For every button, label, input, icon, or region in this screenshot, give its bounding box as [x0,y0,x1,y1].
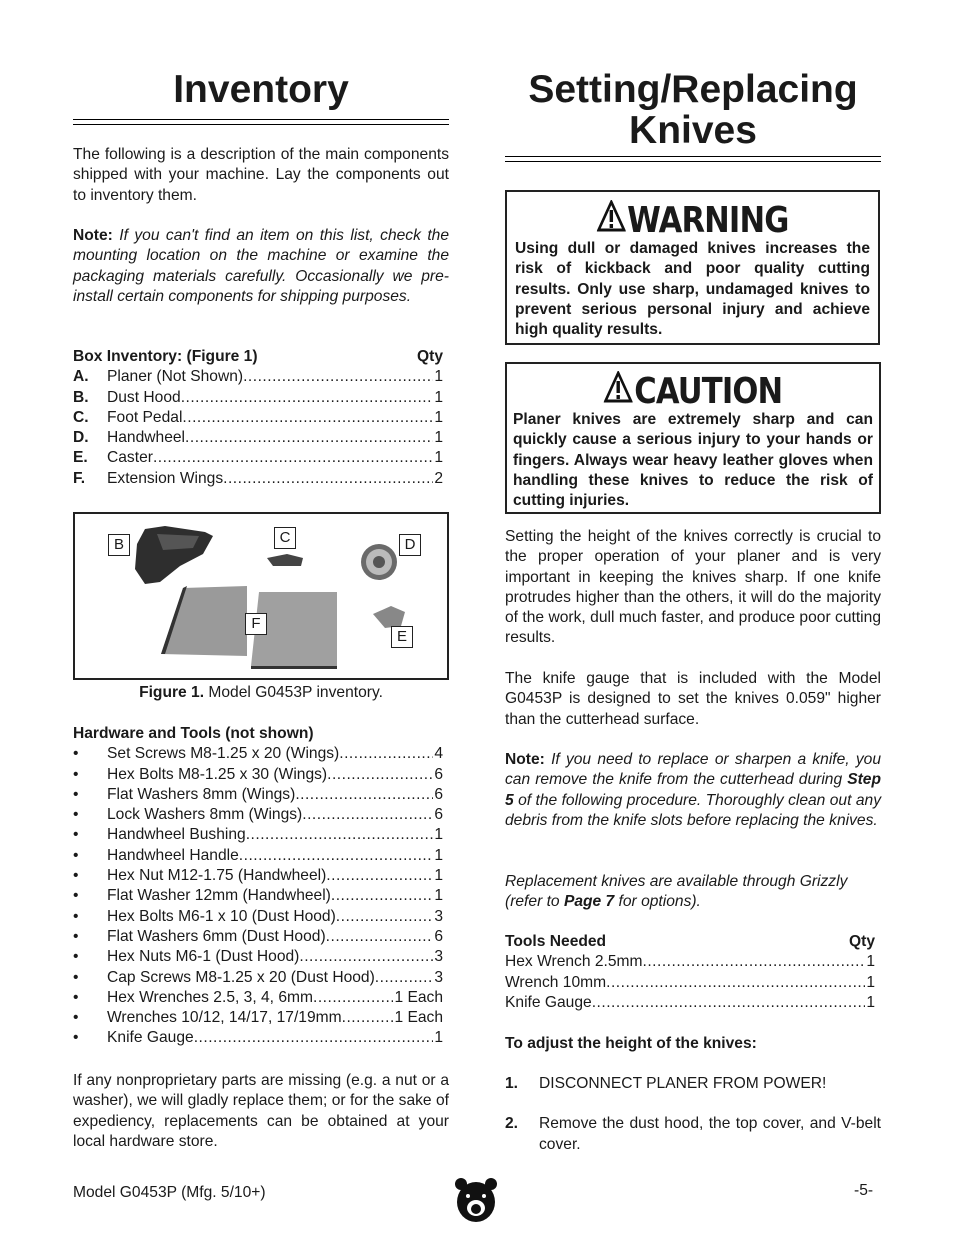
box-item-key: F. [73,469,86,487]
hardware-header [73,724,443,744]
hardware-item-label: Hex Wrenches 2.5, 3, 4, 6mm [107,988,313,1006]
hardware-item-label: Hex Bolts M6-1 x 10 (Dust Hood) [107,907,336,925]
warning-box [505,190,880,345]
title-rule [73,119,449,125]
hardware-item-qty: 6 [434,927,443,945]
inventory-photo [75,514,447,678]
hardware-item [73,968,443,988]
tool-item-qty: 1 [866,953,875,971]
box-item-leader [181,388,434,408]
grizzly-bear-icon [453,1176,499,1224]
hardware-item-key: • [73,785,79,803]
step-number: 2. [505,1115,519,1133]
hardware-item-leader [302,805,433,825]
box-item [73,367,443,387]
inventory-note [73,226,449,307]
procedure-steps [505,1074,881,1175]
caution-box [505,362,881,514]
box-item-qty: 1 [434,388,443,406]
hardware-item-leader [194,1028,434,1048]
hardware-item-key: • [73,988,79,1006]
hardware-item-qty: 6 [434,765,443,783]
tools-qty-header: Qty [849,933,875,950]
hardware-item-label: Flat Washers 6mm (Dust Hood) [107,927,326,945]
qty-header: Qty [417,348,443,365]
tools-title: Tools Needed [505,933,607,950]
hardware-item-key: • [73,1029,79,1047]
box-item-label: Extension Wings [107,469,224,487]
hardware-item-key: • [73,846,79,864]
hardware-item-qty: 3 [434,968,443,986]
hardware-item-key: • [73,867,79,885]
hardware-item-leader [336,907,434,927]
figure-label-c: C [274,527,296,549]
hardware-item-label: Set Screws M8-1.25 x 20 (Wings) [107,745,340,763]
box-item-label: Caster [107,449,153,467]
hardware-item-label: Knife Gauge [107,1029,194,1047]
figure-label-d: D [399,534,421,556]
inventory-closing: If any nonproprietary parts are missing (e.g. a nut or a washer), we will gladly replace them; or for the sake of expediency, replacements can be obtained at your local hardware store. [73,1072,449,1150]
warning-heading [535,200,850,239]
hardware-item-key: • [73,826,79,844]
hardware-item-key: • [73,907,79,925]
tool-item-leader [592,993,866,1013]
figure-caption [73,683,449,703]
box-item-key: A. [73,368,89,386]
knives-title-rule [505,156,881,162]
knives-note-label: Note: [505,751,545,768]
hardware-item-qty: 1 [434,867,443,885]
replacement-text [505,872,881,913]
hardware-item-qty: 3 [434,907,443,925]
box-item-label: Dust Hood [107,388,181,406]
box-item-leader [185,428,433,448]
box-item-leader [182,408,433,428]
hardware-item [73,1008,443,1028]
box-item-key: E. [73,449,88,467]
footer-model: Model G0453P (Mfg. 5/10+) [73,1184,266,1201]
tool-item [505,993,875,1013]
hardware-item-label: Hex Bolts M8-1.25 x 30 (Wings) [107,765,328,783]
hardware-item-key: • [73,765,79,783]
hardware-item-leader [327,765,433,785]
box-item [73,388,443,408]
hardware-item [73,988,443,1008]
tool-item-label: Wrench 10mm [505,973,607,991]
box-inventory-items [73,367,443,489]
procedure-step [505,1114,881,1155]
hardware-items [73,744,443,1048]
box-item [73,408,443,428]
hardware-item-qty: 1 Each [394,1009,443,1027]
hardware-item-leader [326,927,434,947]
hardware-item [73,785,443,805]
tools-list [505,932,875,1013]
tool-item-label: Knife Gauge [505,993,592,1011]
knives-title-line1: Setting/Replacing [528,68,858,111]
hardware-item-leader [239,846,434,866]
hardware-item-qty: 3 [434,948,443,966]
hardware-title: Hardware and Tools (not shown) [73,725,314,742]
warning-text: Using dull or damaged knives increases the risk of kickback and poor quality cutting results. Only use sharp, undamaged knives to prevent serious personal injury and achieve high quality results. [515,240,870,339]
hardware-list [73,724,443,1049]
hardware-item [73,805,443,825]
hardware-item-label: Handwheel Handle [107,846,239,864]
step-text: Remove the dust hood, the top cover, and V-belt cover. [539,1115,881,1153]
note-text: If you can't find an item on this list, check the mounting location on the machine or examine the packaging materials carefully. Occasionally we pre-install certain components for shipping purposes. [73,227,449,305]
inventory-title: Inventory [173,68,349,111]
hardware-item-label: Lock Washers 8mm (Wings) [107,806,303,824]
inventory-intro: The following is a description of the main components shipped with your machine. Lay the components out to inventory them. [73,146,449,204]
box-item-label: Planer (Not Shown) [107,368,244,386]
hardware-item [73,927,443,947]
caution-heading [535,371,851,410]
hardware-item-leader [339,744,433,764]
hardware-item-leader [375,968,434,988]
caution-triangle-icon [604,371,633,403]
box-item-key: B. [73,388,89,406]
box-item [73,448,443,468]
step-text: DISCONNECT PLANER FROM POWER! [539,1075,827,1092]
hardware-item-key: • [73,927,79,945]
box-item [73,469,443,489]
box-inventory-title: Box Inventory: (Figure 1) [73,348,258,365]
hardware-item-key: • [73,1009,79,1027]
hardware-item-leader [331,886,433,906]
hardware-item-key: • [73,806,79,824]
hardware-item [73,1028,443,1048]
figure-label-f: F [245,613,267,635]
replacement-text-a: Replacement knives are available through Grizzly (refer to [505,873,848,911]
note-label: Note: [73,227,113,244]
knives-para-2: The knife gauge that is included with the Model G0453P is designed to set the knives 0.059" higher than the cutterhead surface. [505,670,881,728]
warning-triangle-icon [597,200,626,232]
hardware-item [73,744,443,764]
box-item-key: C. [73,408,89,426]
knives-title [505,69,881,151]
hardware-item-leader [295,785,433,805]
box-item-qty: 1 [434,408,443,426]
box-item-key: D. [73,429,89,447]
hardware-item-label: Hex Nut M12-1.75 (Handwheel) [107,867,327,885]
step-number: 1. [505,1075,519,1092]
tool-item-leader [606,973,865,993]
hardware-item-label: Cap Screws M8-1.25 x 20 (Dust Hood) [107,968,375,986]
hardware-item [73,825,443,845]
step-5-ref: Step 5 [505,771,881,809]
hardware-item-label: Flat Washers 8mm (Wings) [107,785,296,803]
hardware-item-label: Handwheel Bushing [107,826,246,844]
knives-note-text-a: If you need to replace or sharpen a knife, you can remove the knife from the cutterhead during [505,751,881,789]
tool-item-leader [643,952,866,972]
box-item-qty: 1 [434,368,443,386]
caution-heading-text: CAUTION [634,371,783,412]
hardware-item-leader [342,1008,394,1028]
tool-item-qty: 1 [866,973,875,991]
box-item-qty: 2 [434,469,443,487]
replacement-text-b: for options). [614,893,701,911]
hardware-item [73,886,443,906]
box-item-leader [153,448,433,468]
box-item-leader [223,469,433,489]
tools-header [505,932,875,952]
hardware-item-key: • [73,887,79,905]
procedure-step [505,1074,881,1094]
box-item-label: Handwheel [107,429,186,447]
hardware-item-leader [299,947,433,967]
box-item-qty: 1 [434,449,443,467]
tool-item [505,952,875,972]
figure-1 [73,512,449,680]
warning-heading-text: WARNING [627,200,789,241]
box-item [73,428,443,448]
caster-image [373,606,405,628]
hardware-item-key: • [73,745,79,763]
box-item-leader [243,367,433,387]
hardware-item-qty: 6 [434,785,443,803]
box-item-qty: 1 [434,429,443,447]
tool-item-label: Hex Wrench 2.5mm [505,953,643,971]
hardware-item-label: Hex Nuts M6-1 (Dust Hood) [107,948,300,966]
footer-page-number: -5- [854,1182,874,1199]
hardware-item-leader [313,988,393,1008]
box-inventory-list [73,347,443,489]
hardware-item-qty: 1 [434,1029,443,1047]
hardware-item-key: • [73,948,79,966]
hardware-item-qty: 6 [434,806,443,824]
caution-text: Planer knives are extremely sharp and can quickly cause a serious injury to your hands or fingers. Always wear heavy leather gloves when handling these knives to reduce the risk of cutting injuries. [513,411,873,510]
dust-hood-image [135,526,213,584]
foot-pedal-image [267,554,303,566]
knives-title-line2: Knives [629,109,757,152]
hardware-item-leader [246,825,434,845]
hardware-item-label: Wrenches 10/12, 14/17, 17/19mm [107,1009,342,1027]
hardware-item [73,947,443,967]
hardware-item-qty: 1 [434,846,443,864]
tool-item [505,973,875,993]
hardware-item-qty: 4 [434,745,443,763]
figure-label-b: B [108,534,130,556]
figure-caption-text: Model G0453P inventory. [204,684,383,701]
procedure-header: To adjust the height of the knives: [505,1035,757,1052]
hardware-item-label: Flat Washer 12mm (Handwheel) [107,887,331,905]
hardware-item [73,866,443,886]
hardware-item-leader [326,866,433,886]
tool-item-qty: 1 [866,993,875,1011]
knives-para-1: Setting the height of the knives correctly is crucial to the proper operation of your planer and is very important in keeping the knives sharp. If one knife protrudes higher than the others, it will do the majority of the work, dull much faster, and produce poor cutting results. [505,528,881,647]
box-inventory-header [73,347,443,367]
hardware-item-qty: 1 [434,826,443,844]
knives-note [505,750,881,831]
knives-note-text-b: of the following procedure. Thoroughly clean out any debris from the knife slots before replacing the knives. [505,791,881,829]
hardware-item [73,846,443,866]
hardware-item-key: • [73,968,79,986]
hardware-item [73,765,443,785]
box-item-label: Foot Pedal [107,408,183,426]
figure-caption-label: Figure 1. [139,684,205,701]
page-7-ref: Page 7 [563,893,615,911]
figure-label-e: E [391,626,413,648]
hardware-item-qty: 1 Each [394,988,443,1006]
hardware-item-qty: 1 [434,887,443,905]
tools-items [505,952,875,1013]
hardware-item [73,907,443,927]
